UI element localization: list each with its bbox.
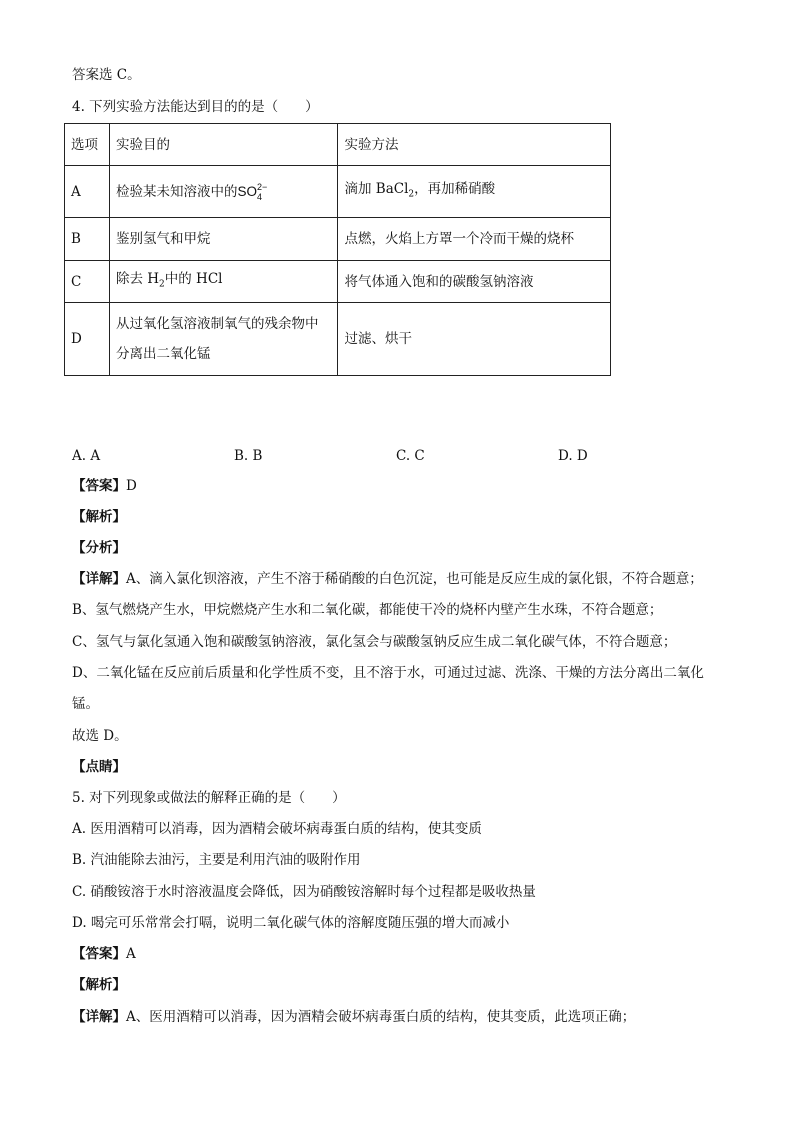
q5-option-d: D. 喝完可乐常常会打嗝，说明二氧化碳气体的溶解度随压强的增大而减小	[72, 915, 510, 931]
q4-detail-d: D、二氧化锰在反应前后质量和化学性质不变，且不溶于水，可通过过滤、洗涤、干燥的方法分离出二氧化	[72, 665, 704, 681]
row-option: C	[65, 261, 110, 303]
q4-detail-b: B、氢气燃烧产生水，甲烷燃烧产生水和二氧化碳，都能使干冷的烧杯内壁产生水珠，不符合题意；	[72, 602, 663, 618]
row-goal: 检验某未知溶液中的SO 2− 4	[109, 166, 338, 218]
q4-detail-d-cont: 锰。	[72, 696, 99, 712]
q4-answer: 【答案】D	[72, 478, 137, 494]
row-method: 滴加 BaCl$_2$，再加稀硝酸	[338, 166, 611, 218]
q4-conclusion: 故选 D。	[72, 728, 128, 744]
q5-analysis-label: 【解析】	[72, 977, 126, 993]
row-goal: 鉴别氢气和甲烷	[109, 218, 338, 261]
row-option: A	[65, 166, 110, 218]
row-method: 点燃，火焰上方罩一个冷而干燥的烧杯	[338, 218, 611, 261]
header-option: 选项	[65, 124, 110, 166]
q5-option-b: B. 汽油能除去油污，主要是利用汽油的吸附作用	[72, 852, 361, 868]
q4-detail-a: 【详解】A、滴入氯化钡溶液，产生不溶于稀硝酸的白色沉淀，也可能是反应生成的氯化银，不符合题意；	[72, 571, 703, 587]
table-header-row	[65, 124, 611, 166]
table-row	[65, 166, 611, 218]
q5-option-c: C. 硝酸铵溶于水时溶液温度会降低，因为硝酸铵溶解时每个过程都是吸收热量	[72, 884, 536, 900]
q4-analysis-label: 【解析】	[72, 509, 126, 525]
header-method: 实验方法	[338, 124, 611, 166]
option-c: C. C	[396, 448, 425, 464]
row-method: 将气体通入饱和的碳酸氢钠溶液	[338, 261, 611, 303]
row-method: 过滤、烘干	[338, 303, 611, 376]
question-4-options	[72, 446, 632, 466]
previous-answer: 答案选 C。	[72, 67, 141, 83]
question-4-table	[64, 123, 611, 376]
table-row	[65, 303, 611, 376]
row-option: D	[65, 303, 110, 376]
q5-answer: 【答案】A	[72, 946, 136, 962]
option-d: D. D	[558, 448, 588, 464]
table-row	[65, 218, 611, 261]
row-option: B	[65, 218, 110, 261]
q4-detail-c: C、氢气与氯化氢通入饱和碳酸氢钠溶液，氯化氢会与碳酸氢钠反应生成二氧化碳气体，不符合题意；	[72, 634, 677, 650]
q4-dianjing-label: 【点睛】	[72, 759, 126, 775]
row-goal: 从过氧化氢溶液制氧气的残余物中 分离出二氧化锰	[109, 303, 338, 376]
table-row	[65, 261, 611, 303]
q5-option-a: A. 医用酒精可以消毒，因为酒精会破坏病毒蛋白质的结构，使其变质	[72, 821, 482, 837]
question-5-stem: 5. 对下列现象或做法的解释正确的是（ ）	[72, 790, 346, 806]
option-a: A. A	[72, 448, 101, 464]
question-4-stem: 4. 下列实验方法能达到目的的是（ ）	[72, 99, 319, 115]
q5-detail-a: 【详解】A、医用酒精可以消毒，因为酒精会破坏病毒蛋白质的结构，使其变质，此选项正确；	[72, 1009, 636, 1025]
row-goal: 除去 $H_2$中的 HCl	[109, 261, 338, 303]
option-b: B. B	[234, 448, 263, 464]
header-goal: 实验目的	[109, 124, 338, 166]
q4-fenxi-label: 【分析】	[72, 540, 126, 556]
